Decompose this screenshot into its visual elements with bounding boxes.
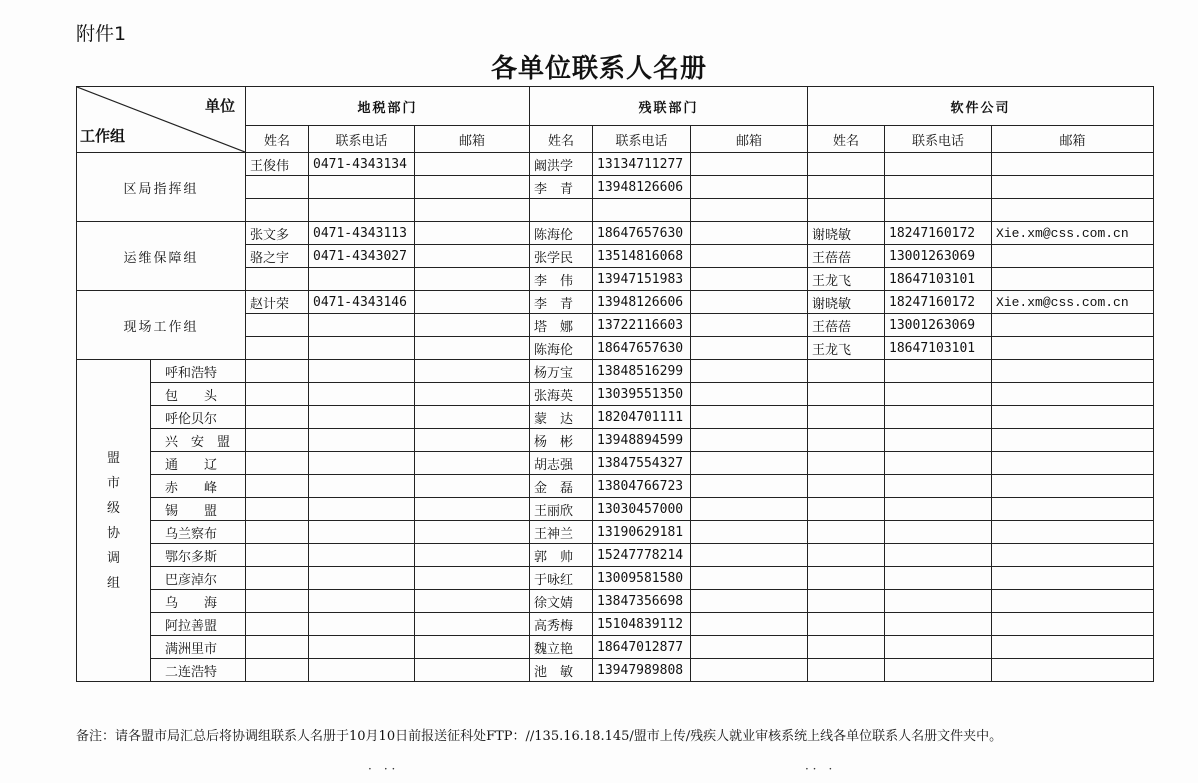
cell-phone bbox=[309, 475, 415, 498]
cell-name bbox=[808, 636, 885, 659]
cell-phone: 18647657630 bbox=[593, 222, 691, 245]
workgroup-name-cell: 现场工作组 bbox=[77, 291, 246, 360]
cell-name: 阚洪学 bbox=[530, 153, 593, 176]
cell-phone bbox=[885, 544, 992, 567]
cell-name bbox=[808, 406, 885, 429]
cell-phone: 0471-4343113 bbox=[309, 222, 415, 245]
cell-phone bbox=[309, 406, 415, 429]
cell-name: 张学民 bbox=[530, 245, 593, 268]
cell-email bbox=[691, 636, 808, 659]
cell-phone: 13030457000 bbox=[593, 498, 691, 521]
league-region-cell: 锡 盟 bbox=[151, 498, 246, 521]
footer-note: 备注：请各盟市局汇总后将协调组联系人名册于10月10日前报送征科处FTP：//135.16.18.145/盟市上传/残疾人就业审核系统上线各单位联系人名册文件夹中。 bbox=[76, 729, 1003, 744]
dept-header-software-company: 软件公司 bbox=[808, 87, 1154, 126]
cell-name: 骆之宇 bbox=[246, 245, 309, 268]
league-region-cell: 呼和浩特 bbox=[151, 360, 246, 383]
cell-phone bbox=[885, 475, 992, 498]
cell-name: 高秀梅 bbox=[530, 613, 593, 636]
cell-phone bbox=[885, 636, 992, 659]
cell-phone bbox=[309, 383, 415, 406]
header-row-departments bbox=[77, 87, 1154, 126]
cell-name: 王蓓蓓 bbox=[808, 314, 885, 337]
cell-phone: 13947151983 bbox=[593, 268, 691, 291]
cell-email bbox=[415, 406, 530, 429]
cell-phone: 13134711277 bbox=[593, 153, 691, 176]
col-header-phone: 联系电话 bbox=[593, 126, 691, 153]
cell-name: 塔 娜 bbox=[530, 314, 593, 337]
cell-email bbox=[415, 659, 530, 682]
cell-email bbox=[992, 245, 1154, 268]
cell-name: 王龙飞 bbox=[808, 268, 885, 291]
cell-phone: 18647103101 bbox=[885, 268, 992, 291]
cell-email bbox=[992, 613, 1154, 636]
cell-email bbox=[691, 337, 808, 360]
scan-speck: · · · bbox=[368, 762, 396, 776]
cell-email bbox=[992, 199, 1154, 222]
col-header-email: 邮箱 bbox=[415, 126, 530, 153]
cell-name: 王龙飞 bbox=[808, 337, 885, 360]
col-header-phone: 联系电话 bbox=[309, 126, 415, 153]
cell-email bbox=[415, 268, 530, 291]
cell-name: 陈海伦 bbox=[530, 337, 593, 360]
cell-phone bbox=[309, 590, 415, 613]
cell-name bbox=[246, 268, 309, 291]
cell-name bbox=[246, 498, 309, 521]
cell-phone: 18647103101 bbox=[885, 337, 992, 360]
cell-phone bbox=[885, 176, 992, 199]
cell-name bbox=[808, 429, 885, 452]
cell-name bbox=[808, 590, 885, 613]
cell-email bbox=[691, 475, 808, 498]
cell-phone bbox=[309, 199, 415, 222]
col-header-email: 邮箱 bbox=[691, 126, 808, 153]
table-row bbox=[77, 153, 1154, 176]
cell-phone: 0471-4343027 bbox=[309, 245, 415, 268]
cell-email bbox=[691, 567, 808, 590]
cell-name bbox=[246, 636, 309, 659]
cell-phone: 13948894599 bbox=[593, 429, 691, 452]
cell-name: 魏立艳 bbox=[530, 636, 593, 659]
cell-name bbox=[246, 544, 309, 567]
league-region-cell: 赤 峰 bbox=[151, 475, 246, 498]
cell-email bbox=[415, 314, 530, 337]
cell-phone bbox=[309, 613, 415, 636]
cell-email bbox=[415, 222, 530, 245]
cell-phone: 13001263069 bbox=[885, 245, 992, 268]
league-region-cell: 包 头 bbox=[151, 383, 246, 406]
cell-phone bbox=[309, 567, 415, 590]
cell-name: 李 伟 bbox=[530, 268, 593, 291]
cell-email bbox=[691, 590, 808, 613]
cell-phone: 13514816068 bbox=[593, 245, 691, 268]
cell-name bbox=[246, 199, 309, 222]
table-row bbox=[77, 360, 1154, 383]
cell-email bbox=[691, 245, 808, 268]
cell-email bbox=[415, 636, 530, 659]
league-region-cell: 乌兰察布 bbox=[151, 521, 246, 544]
league-region-cell: 阿拉善盟 bbox=[151, 613, 246, 636]
cell-phone: 13947989808 bbox=[593, 659, 691, 682]
cell-email bbox=[691, 268, 808, 291]
cell-email bbox=[992, 659, 1154, 682]
cell-name: 蒙 达 bbox=[530, 406, 593, 429]
table-row bbox=[77, 429, 1154, 452]
cell-email bbox=[992, 567, 1154, 590]
cell-phone: 18247160172 bbox=[885, 291, 992, 314]
corner-unit-label: 单位 bbox=[204, 97, 235, 115]
cell-email bbox=[992, 590, 1154, 613]
cell-email bbox=[691, 613, 808, 636]
cell-name: 郭 帅 bbox=[530, 544, 593, 567]
cell-phone bbox=[885, 498, 992, 521]
cell-phone bbox=[309, 544, 415, 567]
cell-name bbox=[808, 498, 885, 521]
cell-email bbox=[691, 498, 808, 521]
cell-name bbox=[808, 567, 885, 590]
cell-phone bbox=[885, 153, 992, 176]
col-header-email: 邮箱 bbox=[992, 126, 1154, 153]
cell-name: 谢晓敏 bbox=[808, 291, 885, 314]
contacts-table bbox=[76, 86, 1154, 682]
league-group-name-cell: 盟 市 级 协 调 组 bbox=[77, 360, 151, 682]
cell-email bbox=[992, 475, 1154, 498]
league-region-cell: 满洲里市 bbox=[151, 636, 246, 659]
cell-email bbox=[415, 567, 530, 590]
workgroup-name-cell: 运维保障组 bbox=[77, 222, 246, 291]
cell-email bbox=[415, 452, 530, 475]
cell-email bbox=[691, 383, 808, 406]
cell-email bbox=[691, 659, 808, 682]
cell-name: 张文多 bbox=[246, 222, 309, 245]
cell-name bbox=[246, 360, 309, 383]
league-region-cell: 呼伦贝尔 bbox=[151, 406, 246, 429]
document-title: 各单位联系人名册 bbox=[490, 54, 707, 84]
cell-name bbox=[808, 383, 885, 406]
cell-name bbox=[246, 475, 309, 498]
cell-phone bbox=[885, 429, 992, 452]
cell-email: Xie.xm@css.com.cn bbox=[992, 291, 1154, 314]
cell-email bbox=[691, 314, 808, 337]
cell-email bbox=[691, 153, 808, 176]
cell-email bbox=[992, 636, 1154, 659]
cell-name: 杨万宝 bbox=[530, 360, 593, 383]
cell-email bbox=[691, 544, 808, 567]
col-header-name: 姓名 bbox=[246, 126, 309, 153]
cell-email bbox=[691, 176, 808, 199]
table-row bbox=[77, 452, 1154, 475]
col-header-name: 姓名 bbox=[530, 126, 593, 153]
cell-phone: 13948126606 bbox=[593, 176, 691, 199]
cell-name bbox=[808, 544, 885, 567]
cell-phone: 13001263069 bbox=[885, 314, 992, 337]
cell-name bbox=[808, 613, 885, 636]
cell-email bbox=[992, 498, 1154, 521]
cell-email bbox=[992, 406, 1154, 429]
cell-phone bbox=[885, 360, 992, 383]
table-row bbox=[77, 659, 1154, 682]
cell-phone: 13847554327 bbox=[593, 452, 691, 475]
cell-email bbox=[415, 383, 530, 406]
cell-email bbox=[415, 291, 530, 314]
cell-email bbox=[415, 176, 530, 199]
cell-name bbox=[246, 613, 309, 636]
cell-email bbox=[415, 429, 530, 452]
table-row bbox=[77, 590, 1154, 613]
table-row bbox=[77, 406, 1154, 429]
cell-name: 李 青 bbox=[530, 291, 593, 314]
cell-phone: 18247160172 bbox=[885, 222, 992, 245]
cell-name: 李 青 bbox=[530, 176, 593, 199]
cell-phone bbox=[309, 268, 415, 291]
cell-phone: 0471-4343146 bbox=[309, 291, 415, 314]
cell-name bbox=[808, 659, 885, 682]
cell-name bbox=[808, 153, 885, 176]
cell-name: 于咏红 bbox=[530, 567, 593, 590]
cell-email bbox=[691, 452, 808, 475]
league-region-cell: 巴彦淖尔 bbox=[151, 567, 246, 590]
cell-name bbox=[246, 659, 309, 682]
cell-email bbox=[691, 429, 808, 452]
table-row bbox=[77, 544, 1154, 567]
cell-phone bbox=[309, 636, 415, 659]
cell-name: 金 磊 bbox=[530, 475, 593, 498]
cell-name: 胡志强 bbox=[530, 452, 593, 475]
cell-name bbox=[246, 314, 309, 337]
cell-phone bbox=[309, 314, 415, 337]
cell-phone bbox=[885, 521, 992, 544]
table-row bbox=[77, 636, 1154, 659]
cell-email bbox=[992, 268, 1154, 291]
dept-header-disabled-federation: 残联部门 bbox=[530, 87, 808, 126]
cell-phone bbox=[309, 452, 415, 475]
league-region-cell: 二连浩特 bbox=[151, 659, 246, 682]
corner-workgroup-label: 工作组 bbox=[80, 127, 126, 145]
cell-phone: 18647012877 bbox=[593, 636, 691, 659]
cell-name bbox=[246, 337, 309, 360]
cell-email bbox=[691, 360, 808, 383]
cell-email bbox=[415, 590, 530, 613]
cell-email bbox=[992, 452, 1154, 475]
table-row bbox=[77, 521, 1154, 544]
scan-speck: · · · bbox=[805, 762, 833, 776]
cell-phone: 13039551350 bbox=[593, 383, 691, 406]
table-row bbox=[77, 613, 1154, 636]
cell-name: 谢晓敏 bbox=[808, 222, 885, 245]
cell-name bbox=[808, 199, 885, 222]
cell-email bbox=[992, 153, 1154, 176]
cell-name bbox=[808, 176, 885, 199]
corner-header-cell bbox=[77, 87, 246, 153]
col-header-phone: 联系电话 bbox=[885, 126, 992, 153]
table-row bbox=[77, 383, 1154, 406]
cell-email bbox=[415, 153, 530, 176]
cell-phone: 13847356698 bbox=[593, 590, 691, 613]
cell-email bbox=[415, 544, 530, 567]
league-region-cell: 鄂尔多斯 bbox=[151, 544, 246, 567]
cell-email bbox=[992, 337, 1154, 360]
cell-name bbox=[246, 406, 309, 429]
cell-name bbox=[246, 176, 309, 199]
cell-email bbox=[691, 222, 808, 245]
dept-header-tax: 地税部门 bbox=[246, 87, 530, 126]
cell-phone: 15247778214 bbox=[593, 544, 691, 567]
cell-name bbox=[808, 475, 885, 498]
cell-phone: 13190629181 bbox=[593, 521, 691, 544]
cell-phone bbox=[885, 383, 992, 406]
cell-email bbox=[415, 199, 530, 222]
cell-email bbox=[992, 521, 1154, 544]
cell-email bbox=[415, 475, 530, 498]
cell-phone: 13722116603 bbox=[593, 314, 691, 337]
cell-name: 王俊伟 bbox=[246, 153, 309, 176]
cell-name: 赵计荣 bbox=[246, 291, 309, 314]
cell-name: 王神兰 bbox=[530, 521, 593, 544]
cell-phone bbox=[309, 176, 415, 199]
cell-name bbox=[808, 521, 885, 544]
cell-name bbox=[530, 199, 593, 222]
cell-name: 陈海伦 bbox=[530, 222, 593, 245]
cell-email bbox=[415, 521, 530, 544]
cell-phone bbox=[309, 429, 415, 452]
table-row bbox=[77, 567, 1154, 590]
league-region-cell: 乌 海 bbox=[151, 590, 246, 613]
cell-name bbox=[246, 383, 309, 406]
cell-phone: 18647657630 bbox=[593, 337, 691, 360]
cell-phone bbox=[309, 659, 415, 682]
cell-email bbox=[992, 383, 1154, 406]
cell-phone bbox=[885, 199, 992, 222]
cell-email bbox=[415, 245, 530, 268]
cell-name bbox=[246, 521, 309, 544]
cell-email bbox=[992, 429, 1154, 452]
cell-email bbox=[992, 360, 1154, 383]
cell-phone: 0471-4343134 bbox=[309, 153, 415, 176]
cell-phone: 13009581580 bbox=[593, 567, 691, 590]
table-row bbox=[77, 291, 1154, 314]
cell-phone bbox=[309, 337, 415, 360]
cell-phone bbox=[309, 360, 415, 383]
cell-name bbox=[246, 567, 309, 590]
cell-name bbox=[246, 590, 309, 613]
cell-email bbox=[691, 521, 808, 544]
cell-phone: 15104839112 bbox=[593, 613, 691, 636]
attachment-label: 附件1 bbox=[76, 23, 127, 45]
cell-phone bbox=[309, 521, 415, 544]
cell-phone bbox=[885, 590, 992, 613]
league-region-cell: 通 辽 bbox=[151, 452, 246, 475]
cell-email bbox=[415, 498, 530, 521]
cell-name: 杨 彬 bbox=[530, 429, 593, 452]
cell-phone bbox=[885, 613, 992, 636]
cell-phone bbox=[885, 452, 992, 475]
table-row bbox=[77, 498, 1154, 521]
cell-name bbox=[808, 452, 885, 475]
cell-name: 王蓓蓓 bbox=[808, 245, 885, 268]
cell-phone: 13804766723 bbox=[593, 475, 691, 498]
workgroup-name-cell: 区局指挥组 bbox=[77, 153, 246, 222]
col-header-name: 姓名 bbox=[808, 126, 885, 153]
league-region-cell: 兴 安 盟 bbox=[151, 429, 246, 452]
cell-name bbox=[246, 429, 309, 452]
cell-name: 王丽欣 bbox=[530, 498, 593, 521]
cell-phone: 13848516299 bbox=[593, 360, 691, 383]
cell-email bbox=[992, 176, 1154, 199]
cell-phone bbox=[593, 199, 691, 222]
cell-email bbox=[415, 360, 530, 383]
cell-email bbox=[415, 613, 530, 636]
cell-phone bbox=[885, 567, 992, 590]
cell-email bbox=[691, 199, 808, 222]
cell-email: Xie.xm@css.com.cn bbox=[992, 222, 1154, 245]
table-row bbox=[77, 222, 1154, 245]
cell-name bbox=[246, 452, 309, 475]
cell-name: 池 敏 bbox=[530, 659, 593, 682]
cell-phone bbox=[309, 498, 415, 521]
cell-name: 徐文婧 bbox=[530, 590, 593, 613]
cell-email bbox=[691, 406, 808, 429]
cell-email bbox=[415, 337, 530, 360]
cell-email bbox=[992, 544, 1154, 567]
cell-email bbox=[992, 314, 1154, 337]
cell-phone: 13948126606 bbox=[593, 291, 691, 314]
cell-name bbox=[808, 360, 885, 383]
cell-email bbox=[691, 291, 808, 314]
cell-name: 张海英 bbox=[530, 383, 593, 406]
cell-phone: 18204701111 bbox=[593, 406, 691, 429]
table-row bbox=[77, 475, 1154, 498]
cell-phone bbox=[885, 406, 992, 429]
cell-phone bbox=[885, 659, 992, 682]
